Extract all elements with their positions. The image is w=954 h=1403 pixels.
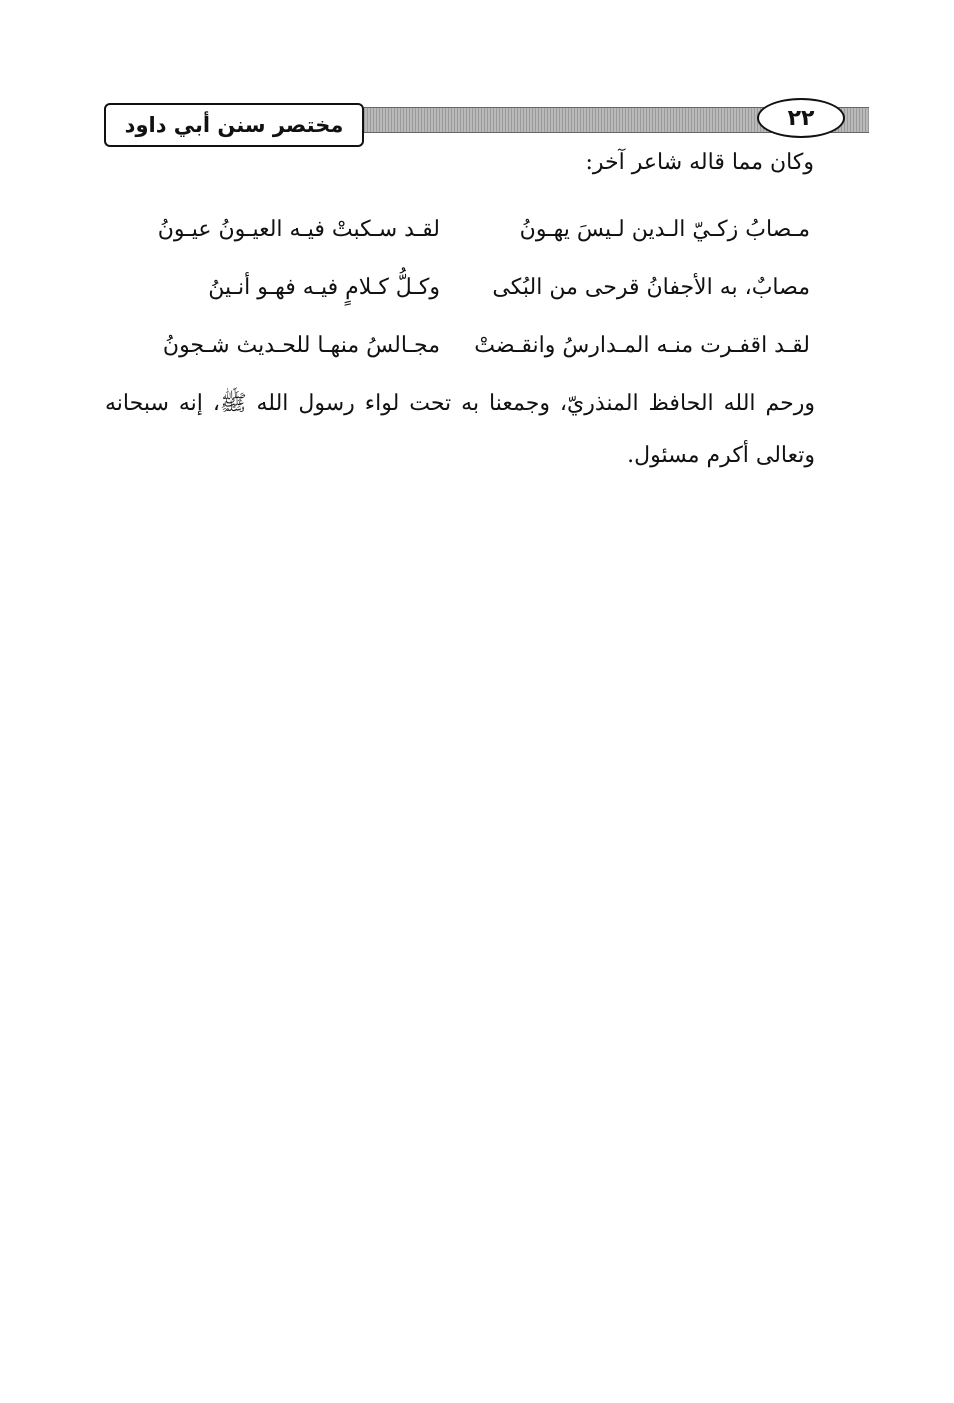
verse-first-hemistich: مصابٌ، به الأجفانُ قرحى من البُكى — [492, 274, 810, 300]
verse-second-hemistich: مجـالسُ منهـا للحـديث شـجونُ — [162, 332, 440, 358]
intro-line: وكان مما قاله شاعر آخر: — [585, 150, 814, 175]
book-title: مختصر سنن أبي داود — [104, 103, 364, 147]
verse-first-hemistich: مـصابُ زكـيّ الـدين لـيسَ يهـونُ — [519, 216, 810, 242]
verse-second-hemistich: وكـلُّ كـلامٍ فيـه فهـو أنـينُ — [208, 274, 440, 300]
closing-paragraph: ورحم الله الحافظ المنذريّ، وجمعنا به تحت لواء رسول الله ﷺ، إنه سبحانه وتعالى أكرم مسئول. — [105, 391, 815, 468]
poem-verse — [150, 200, 810, 258]
poem-verse — [150, 316, 810, 374]
verse-first-hemistich: لقـد اقفـرت منـه المـدارسُ وانقـضتْ — [474, 332, 810, 358]
poem — [150, 200, 810, 374]
verse-second-hemistich: لقـد سـكبتْ فيـه العيـونُ عيـونُ — [157, 216, 440, 242]
poem-verse — [150, 258, 810, 316]
page-number: ٢٢ — [757, 98, 845, 138]
